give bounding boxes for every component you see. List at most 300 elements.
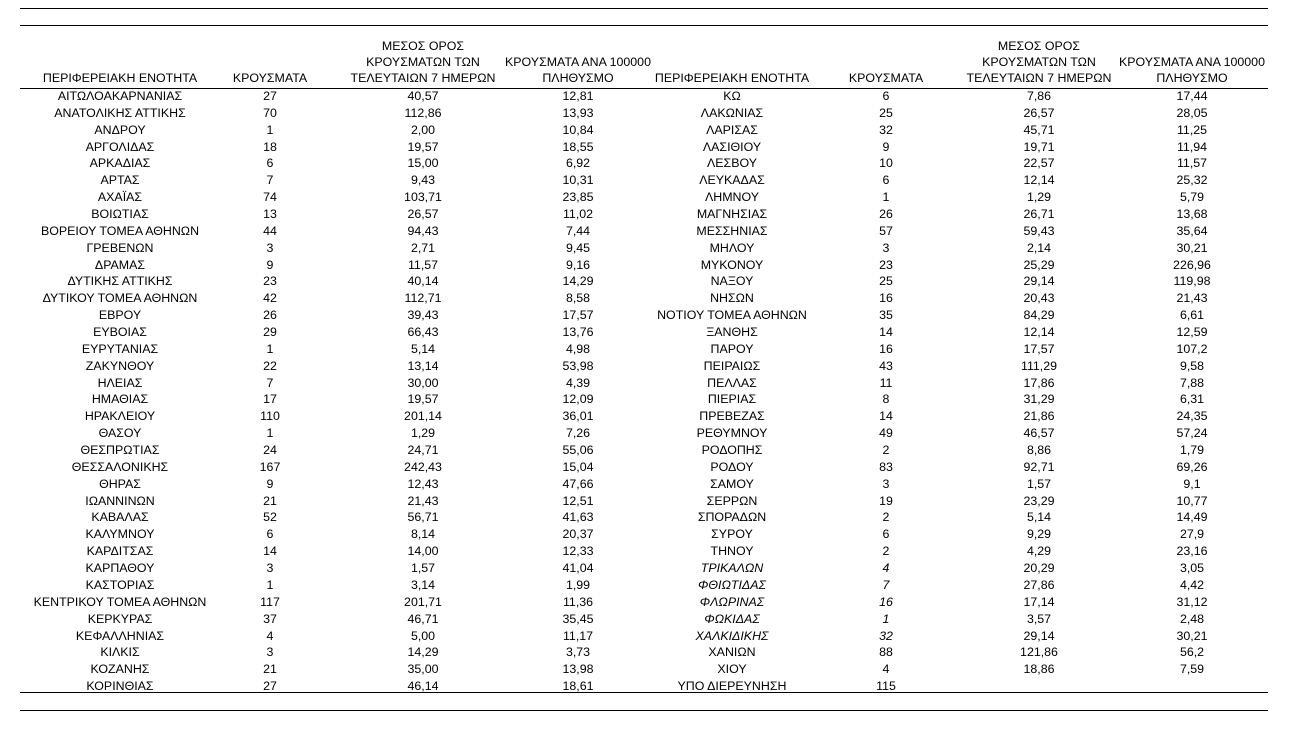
cell-cases-left: 27: [263, 679, 277, 694]
cell-per100k-right: 35,64: [1176, 223, 1208, 238]
cell-cases-left: 27: [263, 89, 277, 103]
cell-per100k-left: 13,76: [562, 325, 594, 340]
cell-avg7-left: 30,00: [407, 375, 439, 390]
cell-avg7-left: 3,14: [410, 577, 436, 592]
cell-cases-right: 9: [882, 139, 890, 154]
cell-cases-right: 10: [879, 156, 893, 171]
cell-region-right: ΣΕΡΡΩΝ: [706, 493, 758, 508]
cell-avg7-left: 201,71: [404, 594, 442, 609]
cell-region-left: ΚΙΛΚΙΣ: [100, 645, 140, 660]
cell-per100k-left: 14,29: [562, 274, 594, 289]
cell-cases-left: 1: [266, 341, 274, 356]
cell-per100k-right: 9,58: [1179, 358, 1205, 373]
cell-region-right: ΝΑΞΟΥ: [710, 274, 754, 289]
cell-per100k-right: 21,43: [1176, 291, 1208, 306]
cell-region-right: ΛΑΡΙΣΑΣ: [706, 122, 758, 137]
cell-cases-right: 6: [882, 527, 890, 542]
cell-per100k-right: 4,42: [1179, 577, 1205, 592]
column-per100k-left: [500, 88, 656, 695]
cell-cases-left: 42: [263, 291, 277, 306]
cell-avg7-right: 4,29: [1026, 544, 1052, 559]
cell-cases-left: 3: [266, 240, 274, 255]
cell-avg7-left: 5,00: [410, 628, 436, 643]
cell-region-right: ΠΕΙΡΑΙΩΣ: [703, 358, 761, 373]
cell-cases-left: 117: [260, 594, 280, 609]
cell-region-right: ΠΕΛΛΑΣ: [707, 375, 757, 390]
cell-region-right: ΛΕΥΚΑΔΑΣ: [699, 173, 765, 188]
cell-region-left: ΚΟΖΑΝΗΣ: [90, 662, 150, 677]
cell-avg7-left: 12,43: [407, 476, 439, 491]
cell-cases-right: 14: [879, 325, 893, 340]
cell-region-left: ΔΡΑΜΑΣ: [94, 257, 146, 272]
cell-avg7-left: 2,00: [410, 122, 436, 137]
cell-avg7-left: 9,43: [410, 173, 436, 188]
cell-region-right: ΜΥΚΟΝΟΥ: [700, 257, 764, 272]
footer-rule: [20, 710, 1268, 711]
cell-region-left: ΕΒΡΟΥ: [98, 308, 142, 323]
column-region-right: [652, 88, 812, 695]
cell-avg7-right: 22,57: [1023, 156, 1055, 171]
cell-region-right: ΥΠΟ ΔΙΕΡΕΥΝΗΣΗ: [677, 679, 787, 694]
cell-avg7-left: 39,43: [407, 308, 439, 323]
cell-avg7-left: 40,57: [407, 89, 439, 103]
cell-avg7-right: 84,29: [1023, 308, 1055, 323]
cell-avg7-right: 111,29: [1020, 358, 1058, 373]
cell-region-right: ΣΥΡΟΥ: [711, 527, 753, 542]
cell-per100k-left: 15,04: [562, 459, 594, 474]
cell-region-left: ΔΥΤΙΚΟΥ ΤΟΜΕΑ ΑΘΗΝΩΝ: [42, 291, 198, 306]
cell-avg7-right: 45,71: [1023, 122, 1055, 137]
cell-cases-right: 35: [879, 308, 893, 323]
cell-region-left: ΖΑΚΥΝΘΟΥ: [85, 358, 155, 373]
cell-per100k-right: 6,61: [1179, 308, 1205, 323]
cell-region-left: ΑΡΚΑΔΙΑΣ: [89, 156, 151, 171]
cell-per100k-left: 12,09: [562, 392, 594, 407]
cell-per100k-right: 11,57: [1176, 156, 1208, 171]
cell-cases-left: 4: [266, 628, 274, 643]
cell-per100k-left: 10,84: [562, 122, 594, 137]
cell-region-left: ΚΕΡΚΥΡΑΣ: [87, 611, 153, 626]
cell-cases-right: 2: [882, 510, 890, 525]
cell-avg7-right: 59,43: [1023, 223, 1055, 238]
cell-avg7-left: 94,43: [407, 223, 439, 238]
cell-region-right: ΣΠΟΡΑΔΩΝ: [697, 510, 767, 525]
cell-region-left: ΚΑΒΑΛΑΣ: [91, 510, 149, 525]
cell-per100k-right: 28,05: [1176, 105, 1208, 120]
cell-cases-right: 43: [879, 358, 893, 373]
cell-cases-left: 13: [263, 207, 277, 222]
cell-avg7-right: 8,86: [1026, 443, 1052, 458]
cell-cases-left: 1: [266, 426, 274, 441]
cell-cases-right: 11: [879, 375, 893, 390]
cell-avg7-left: 26,57: [407, 207, 439, 222]
table-bottom-rule: [20, 692, 1268, 693]
cell-cases-right: 1: [882, 190, 890, 205]
cell-cases-right: 115: [876, 679, 896, 694]
cell-per100k-right: 24,35: [1176, 409, 1208, 424]
cell-avg7-left: 1,29: [410, 426, 436, 441]
cell-per100k-left: 4,98: [565, 341, 591, 356]
cell-cases-right: 25: [879, 105, 893, 120]
cell-per100k-left: 9,45: [565, 240, 591, 255]
cell-cases-left: 52: [263, 510, 277, 525]
cell-region-right: ΧΙΟΥ: [717, 662, 747, 677]
column-cases-right: [836, 88, 936, 695]
cell-region-left: ΔΥΤΙΚΗΣ ΑΤΤΙΚΗΣ: [67, 274, 173, 289]
cell-cases-right: 6: [882, 173, 890, 188]
cell-cases-left: 17: [263, 392, 277, 407]
cell-cases-left: 3: [266, 561, 274, 576]
header-cases-left: ΚΡΟΥΣΜΑΤΑ: [232, 71, 308, 85]
cell-avg7-right: 27,86: [1023, 577, 1055, 592]
cell-avg7-right: 1,29: [1026, 190, 1052, 205]
cell-avg7-right: 5,14: [1026, 510, 1052, 525]
cell-avg7-left: 15,00: [407, 156, 439, 171]
cell-cases-right: 49: [879, 426, 893, 441]
cell-region-right: ΧΑΛΚΙΔΙΚΗΣ: [695, 628, 769, 643]
cell-region-left: ΕΥΒΟΙΑΣ: [93, 325, 147, 340]
cell-per100k-left: 3,73: [565, 645, 591, 660]
cell-cases-right: 32: [879, 122, 893, 137]
cell-per100k-right: 56,2: [1179, 645, 1205, 660]
column-region-left: [20, 88, 220, 695]
cell-avg7-right: 25,29: [1023, 257, 1055, 272]
cell-per100k-left: 12,51: [562, 493, 594, 508]
cell-region-right: ΝΟΤΙΟΥ ΤΟΜΕΑ ΑΘΗΝΩΝ: [657, 308, 807, 323]
cell-region-right: ΠΡΕΒΕΖΑΣ: [699, 409, 765, 424]
cell-cases-left: 70: [263, 105, 277, 120]
cell-avg7-left: 40,14: [407, 274, 439, 289]
cell-region-right: ΦΩΚΙΔΑΣ: [704, 611, 760, 626]
cell-cases-right: 16: [879, 341, 893, 356]
cell-avg7-right: 12,14: [1023, 173, 1055, 188]
cell-cases-right: 88: [879, 645, 893, 660]
cell-cases-right: 16: [879, 291, 893, 306]
cell-cases-left: 7: [266, 173, 274, 188]
cell-per100k-right: 11,25: [1176, 122, 1208, 137]
cell-avg7-left: 24,71: [407, 443, 439, 458]
cell-region-left: ΚΑΣΤΟΡΙΑΣ: [85, 577, 155, 592]
cell-region-right: ΠΑΡΟΥ: [710, 341, 754, 356]
cell-region-left: ΑΙΤΩΛΟΑΚΑΡΝΑΝΙΑΣ: [57, 89, 183, 103]
cell-per100k-right: 12,59: [1176, 325, 1208, 340]
cell-cases-right: 6: [882, 89, 890, 103]
cell-per100k-right: 69,26: [1176, 459, 1208, 474]
cell-per100k-left: 10,31: [562, 173, 594, 188]
cell-cases-right: 26: [879, 207, 893, 222]
cell-per100k-right: 57,24: [1176, 426, 1208, 441]
cell-per100k-right: 13,68: [1176, 207, 1208, 222]
cell-region-right: ΞΑΝΘΗΣ: [706, 325, 758, 340]
cell-cases-left: 167: [259, 459, 281, 474]
cell-avg7-right: 12,14: [1023, 325, 1055, 340]
cell-per100k-left: 18,55: [562, 139, 594, 154]
cell-region-left: ΚΑΛΥΜΝΟΥ: [85, 527, 155, 542]
cell-per100k-left: 9,16: [565, 257, 591, 272]
cell-per100k-right: 9,1: [1183, 476, 1201, 491]
cell-region-right: ΛΑΚΩΝΙΑΣ: [700, 105, 764, 120]
cell-region-right: ΦΛΩΡΙΝΑΣ: [699, 594, 765, 609]
column-avg7-left: [348, 88, 498, 695]
cell-per100k-left: 7,26: [565, 426, 591, 441]
cell-per100k-right: 11,94: [1176, 139, 1208, 154]
cell-avg7-left: 13,14: [407, 358, 439, 373]
header-avg7-right: ΜΕΣΟΣ ΟΡΟΣ ΚΡΟΥΣΜΑΤΩΝ ΤΩΝ ΤΕΛΕΥΤΑΙΩΝ 7 ΗΜΕΡΩΝ: [966, 39, 1112, 85]
cell-avg7-left: 5,14: [410, 341, 436, 356]
cell-region-left: ΚΑΡΠΑΘΟΥ: [85, 561, 155, 576]
cell-avg7-right: 21,86: [1023, 409, 1055, 424]
cell-per100k-right: 7,88: [1179, 375, 1205, 390]
cell-avg7-right: 29,14: [1023, 628, 1055, 643]
cell-cases-left: 21: [263, 493, 277, 508]
cell-cases-right: 23: [879, 257, 893, 272]
cell-cases-right: 1: [882, 611, 890, 626]
cell-avg7-right: 29,14: [1023, 274, 1055, 289]
cell-cases-left: 9: [266, 257, 274, 272]
cell-region-right: ΤΗΝΟΥ: [710, 544, 754, 559]
cell-per100k-left: 1,99: [565, 577, 591, 592]
cell-region-right: ΜΗΛΟΥ: [709, 240, 755, 255]
cell-per100k-left: 8,58: [565, 291, 591, 306]
cell-cases-left: 74: [263, 190, 277, 205]
cell-avg7-left: 66,43: [407, 325, 439, 340]
cell-cases-left: 26: [263, 308, 277, 323]
header-top-rule: [20, 25, 1268, 26]
cell-region-left: ΗΡΑΚΛΕΙΟΥ: [84, 409, 156, 424]
cell-per100k-left: 12,81: [562, 89, 594, 103]
cell-cases-left: 9: [266, 476, 274, 491]
cell-per100k-right: 6,31: [1179, 392, 1205, 407]
cell-avg7-right: 2,14: [1026, 240, 1052, 255]
cell-per100k-right: 27,9: [1179, 527, 1205, 542]
cell-cases-right: 14: [879, 409, 893, 424]
cell-per100k-right: 31,12: [1176, 594, 1208, 609]
cell-cases-right: 83: [879, 459, 893, 474]
cell-per100k-left: 41,63: [562, 510, 594, 525]
cell-region-right: ΧΑΝΙΩΝ: [708, 645, 756, 660]
cell-avg7-right: 92,71: [1023, 459, 1055, 474]
cell-cases-left: 7: [266, 375, 274, 390]
cell-region-left: ΑΝΑΤΟΛΙΚΗΣ ΑΤΤΙΚΗΣ: [54, 105, 186, 120]
cell-per100k-left: 6,92: [565, 156, 591, 171]
cell-region-left: ΘΕΣΣΑΛΟΝΙΚΗΣ: [71, 459, 169, 474]
cell-avg7-left: 14,29: [407, 645, 439, 660]
cell-per100k-left: 11,17: [562, 628, 594, 643]
cell-per100k-left: 55,06: [562, 443, 594, 458]
cell-avg7-left: 46,14: [407, 679, 439, 694]
cell-per100k-right: 17,44: [1176, 89, 1208, 103]
header-avg7-left: ΜΕΣΟΣ ΟΡΟΣ ΚΡΟΥΣΜΑΤΩΝ ΤΩΝ ΤΕΛΕΥΤΑΙΩΝ 7 ΗΜΕΡΩΝ: [350, 39, 496, 85]
cell-region-left: ΑΡΤΑΣ: [100, 173, 140, 188]
cell-region-right: ΡΟΔΟΥ: [710, 459, 754, 474]
cell-cases-left: 24: [263, 443, 277, 458]
cell-cases-left: 14: [263, 544, 277, 559]
cell-avg7-left: 112,71: [404, 291, 442, 306]
cell-per100k-right: 10,77: [1176, 493, 1208, 508]
cell-region-left: ΙΩΑΝΝΙΝΩΝ: [85, 493, 155, 508]
cell-avg7-right: 26,71: [1023, 207, 1055, 222]
cell-per100k-left: 7,44: [565, 223, 591, 238]
cell-region-right: ΛΑΣΙΘΙΟΥ: [702, 139, 762, 154]
cell-region-left: ΚΑΡΔΙΤΣΑΣ: [86, 544, 154, 559]
cell-avg7-left: 112,86: [404, 105, 442, 120]
cell-avg7-right: 20,43: [1023, 291, 1055, 306]
cell-per100k-left: 4,39: [565, 375, 591, 390]
cell-per100k-left: 18,61: [562, 679, 594, 694]
cell-region-left: ΕΥΡΥΤΑΝΙΑΣ: [81, 341, 159, 356]
cell-cases-right: 8: [882, 392, 890, 407]
cell-cases-left: 18: [263, 139, 277, 154]
header-region-left: ΠΕΡΙΦΕΡΕΙΑΚΗ ΕΝΟΤΗΤΑ: [42, 71, 198, 85]
cell-region-left: ΒΟΙΩΤΙΑΣ: [91, 207, 149, 222]
cell-cases-right: 2: [882, 544, 890, 559]
cell-per100k-left: 11,36: [562, 594, 594, 609]
header-per100k-right: ΚΡΟΥΣΜΑΤΑ ΑΝΑ 100000 ΠΛΗΘΥΣΜΟ: [1119, 55, 1265, 85]
cell-per100k-right: 7,59: [1179, 662, 1205, 677]
cell-per100k-right: 1,79: [1179, 443, 1205, 458]
cell-cases-right: 32: [879, 628, 893, 643]
cell-region-left: ΑΝΔΡΟΥ: [94, 122, 146, 137]
cell-per100k-left: 47,66: [562, 476, 594, 491]
cell-cases-right: 4: [882, 662, 890, 677]
cell-region-right: ΦΘΙΩΤΙΔΑΣ: [698, 577, 766, 592]
header-cases-right: ΚΡΟΥΣΜΑΤΑ: [848, 71, 924, 85]
cell-avg7-right: 23,29: [1023, 493, 1055, 508]
cell-per100k-left: 17,57: [562, 308, 594, 323]
cell-avg7-left: 14,00: [407, 544, 439, 559]
cell-avg7-right: 17,86: [1023, 375, 1055, 390]
cell-cases-left: 6: [266, 156, 274, 171]
cell-per100k-left: 35,45: [562, 611, 594, 626]
cell-avg7-left: 201,14: [404, 409, 442, 424]
cell-avg7-right: 26,57: [1023, 105, 1055, 120]
cell-cases-right: 3: [882, 476, 890, 491]
cell-avg7-left: 1,57: [410, 561, 436, 576]
cell-cases-right: 16: [879, 594, 893, 609]
cell-region-left: ΚΕΝΤΡΙΚΟΥ ΤΟΜΕΑ ΑΘΗΝΩΝ: [33, 594, 207, 609]
cell-cases-right: 25: [879, 274, 893, 289]
cell-per100k-left: 53,98: [562, 358, 594, 373]
cell-avg7-left: 21,43: [407, 493, 439, 508]
cell-per100k-right: 30,21: [1176, 240, 1208, 255]
cell-cases-right: 3: [882, 240, 890, 255]
cell-per100k-right: 119,98: [1173, 274, 1211, 289]
top-rule: [20, 8, 1268, 9]
cell-region-right: ΝΗΣΩΝ: [710, 291, 754, 306]
cell-per100k-left: 11,02: [562, 207, 594, 222]
cell-avg7-left: 46,71: [407, 611, 439, 626]
cell-region-right: ΣΑΜΟΥ: [710, 476, 754, 491]
cell-cases-left: 22: [263, 358, 277, 373]
cell-avg7-left: 2,71: [410, 240, 436, 255]
cell-region-left: ΚΟΡΙΝΘΙΑΣ: [86, 679, 154, 694]
cell-avg7-right: 31,29: [1023, 392, 1055, 407]
cell-region-left: ΚΕΦΑΛΛΗΝΙΑΣ: [75, 628, 165, 643]
cell-region-left: ΑΧΑΪΑΣ: [97, 190, 143, 205]
cell-cases-left: 29: [263, 325, 277, 340]
cell-avg7-right: 20,29: [1023, 561, 1055, 576]
cell-per100k-left: 12,33: [562, 544, 594, 559]
cell-avg7-left: 8,14: [410, 527, 436, 542]
cell-avg7-left: 19,57: [407, 392, 439, 407]
cell-per100k-left: 13,93: [562, 105, 594, 120]
cell-avg7-right: 7,86: [1026, 89, 1052, 103]
cell-avg7-right: 46,57: [1023, 426, 1055, 441]
column-avg7-right: [964, 88, 1114, 695]
cell-per100k-left: 20,37: [562, 527, 594, 542]
cell-cases-right: 4: [882, 561, 890, 576]
cell-avg7-right: 9,29: [1026, 527, 1052, 542]
cell-region-right: ΡΕΘΥΜΝΟΥ: [696, 426, 768, 441]
cell-region-left: ΓΡΕΒΕΝΩΝ: [86, 240, 154, 255]
cell-per100k-right: 2,48: [1179, 611, 1205, 626]
cell-per100k-left: 23,85: [562, 190, 594, 205]
cell-per100k-left: 36,01: [562, 409, 594, 424]
cell-avg7-right: 1,57: [1026, 476, 1052, 491]
cell-avg7-right: 19,71: [1023, 139, 1055, 154]
cell-cases-right: 7: [882, 577, 890, 592]
cell-region-right: ΠΙΕΡΙΑΣ: [707, 392, 757, 407]
cell-region-right: ΚΩ: [723, 89, 741, 103]
cell-region-left: ΗΛΕΙΑΣ: [97, 375, 143, 390]
cell-cases-left: 1: [266, 577, 274, 592]
cell-avg7-right: 17,14: [1023, 594, 1055, 609]
header-region-right: ΠΕΡΙΦΕΡΕΙΑΚΗ ΕΝΟΤΗΤΑ: [654, 71, 810, 85]
cell-avg7-right: 18,86: [1023, 662, 1055, 677]
cell-per100k-right: 5,79: [1179, 190, 1205, 205]
cell-cases-left: 23: [263, 274, 277, 289]
cell-region-right: ΛΗΜΝΟΥ: [705, 190, 759, 205]
cell-avg7-left: 242,43: [404, 459, 442, 474]
cell-cases-left: 1: [266, 122, 274, 137]
cell-cases-left: 37: [263, 611, 277, 626]
cell-region-right: ΡΟΔΟΠΗΣ: [701, 443, 763, 458]
cell-cases-right: 19: [879, 493, 893, 508]
cell-region-left: ΒΟΡΕΙΟΥ ΤΟΜΕΑ ΑΘΗΝΩΝ: [40, 223, 200, 238]
cell-cases-left: 21: [263, 662, 277, 677]
cell-region-left: ΘΑΣΟΥ: [98, 426, 142, 441]
cell-region-left: ΘΗΡΑΣ: [99, 476, 141, 491]
cell-avg7-right: 17,57: [1023, 341, 1055, 356]
cell-cases-left: 3: [266, 645, 274, 660]
cell-region-left: ΘΕΣΠΡΩΤΙΑΣ: [80, 443, 160, 458]
cell-per100k-right: 226,96: [1173, 257, 1211, 272]
cell-avg7-left: 35,00: [407, 662, 439, 677]
cell-avg7-left: 56,71: [407, 510, 439, 525]
cell-avg7-left: 19,57: [407, 139, 439, 154]
cell-per100k-right: 107,2: [1176, 341, 1208, 356]
cell-region-left: ΗΜΑΘΙΑΣ: [91, 392, 149, 407]
cell-cases-right: 57: [879, 223, 893, 238]
cell-avg7-right: 121,86: [1020, 645, 1058, 660]
cell-avg7-left: 11,57: [407, 257, 439, 272]
cell-region-left: ΑΡΓΟΛΙΔΑΣ: [85, 139, 155, 154]
cell-per100k-right: 3,05: [1179, 561, 1205, 576]
cell-per100k-left: 13,98: [562, 662, 594, 677]
cell-per100k-left: 41,04: [562, 561, 594, 576]
cell-region-right: ΤΡΙΚΑΛΩΝ: [700, 561, 764, 576]
cell-avg7-left: 103,71: [404, 190, 442, 205]
cell-cases-left: 110: [260, 409, 280, 424]
cell-region-right: ΛΕΣΒΟΥ: [707, 156, 757, 171]
cell-region-right: ΜΑΓΝΗΣΙΑΣ: [696, 207, 768, 222]
cell-cases-right: 2: [882, 443, 890, 458]
cell-per100k-right: 14,49: [1176, 510, 1208, 525]
column-per100k-right: [1114, 88, 1270, 695]
cell-per100k-right: 25,32: [1176, 173, 1208, 188]
cell-per100k-right: 30,21: [1176, 628, 1208, 643]
cell-cases-left: 6: [266, 527, 274, 542]
